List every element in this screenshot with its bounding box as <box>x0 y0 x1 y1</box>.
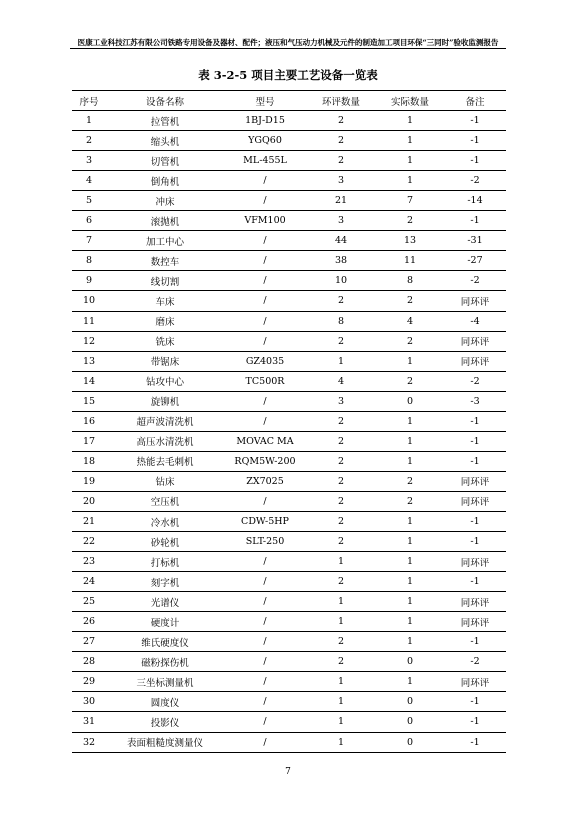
cell-actual-qty: 1 <box>376 632 444 652</box>
cell-remark: 同环评 <box>444 491 506 511</box>
cell-actual-qty: 11 <box>376 251 444 271</box>
cell-actual-qty: 0 <box>376 732 444 752</box>
cell-model: / <box>224 411 306 431</box>
cell-name: 缩头机 <box>106 131 224 151</box>
cell-index: 2 <box>72 131 106 151</box>
cell-actual-qty: 2 <box>376 331 444 351</box>
cell-model: / <box>224 311 306 331</box>
table-row <box>72 632 506 652</box>
cell-actual-qty: 1 <box>376 672 444 692</box>
cell-model: / <box>224 692 306 712</box>
cell-index: 14 <box>72 371 106 391</box>
cell-model: CDW-5HP <box>224 511 306 531</box>
cell-remark: -1 <box>444 511 506 531</box>
cell-remark: -1 <box>444 732 506 752</box>
cell-model: / <box>224 612 306 632</box>
table-row <box>72 391 506 411</box>
cell-model: / <box>224 712 306 732</box>
cell-name: 车床 <box>106 291 224 311</box>
cell-remark: 同环评 <box>444 592 506 612</box>
cell-actual-qty: 1 <box>376 151 444 171</box>
cell-model: / <box>224 491 306 511</box>
cell-planned-qty: 1 <box>306 672 376 692</box>
cell-model: / <box>224 632 306 652</box>
cell-name: 热能去毛刺机 <box>106 451 224 471</box>
cell-name: 磁粉探伤机 <box>106 652 224 672</box>
cell-remark: -3 <box>444 391 506 411</box>
cell-planned-qty: 4 <box>306 371 376 391</box>
cell-planned-qty: 21 <box>306 191 376 211</box>
cell-planned-qty: 44 <box>306 231 376 251</box>
cell-remark: 同环评 <box>444 471 506 491</box>
cell-index: 18 <box>72 451 106 471</box>
cell-remark: -1 <box>444 632 506 652</box>
cell-actual-qty: 1 <box>376 612 444 632</box>
table-row <box>72 411 506 431</box>
cell-actual-qty: 2 <box>376 291 444 311</box>
cell-planned-qty: 2 <box>306 331 376 351</box>
cell-remark: 同环评 <box>444 552 506 572</box>
cell-actual-qty: 1 <box>376 552 444 572</box>
cell-actual-qty: 1 <box>376 532 444 552</box>
equipment-table <box>72 90 506 753</box>
cell-name: 加工中心 <box>106 231 224 251</box>
cell-model: MOVAC MA <box>224 431 306 451</box>
cell-index: 25 <box>72 592 106 612</box>
cell-actual-qty: 1 <box>376 451 444 471</box>
cell-actual-qty: 0 <box>376 712 444 732</box>
cell-planned-qty: 38 <box>306 251 376 271</box>
cell-name: 刻字机 <box>106 572 224 592</box>
cell-actual-qty: 4 <box>376 311 444 331</box>
cell-actual-qty: 2 <box>376 371 444 391</box>
cell-index: 32 <box>72 732 106 752</box>
cell-actual-qty: 1 <box>376 131 444 151</box>
cell-remark: 同环评 <box>444 351 506 371</box>
col-header-name: 设备名称 <box>106 91 224 111</box>
table-row <box>72 491 506 511</box>
cell-planned-qty: 2 <box>306 131 376 151</box>
table-row <box>72 151 506 171</box>
table-row <box>72 371 506 391</box>
cell-name: 倒角机 <box>106 171 224 191</box>
cell-index: 11 <box>72 311 106 331</box>
cell-planned-qty: 2 <box>306 451 376 471</box>
cell-model: 1BJ-D15 <box>224 111 306 131</box>
cell-planned-qty: 2 <box>306 291 376 311</box>
cell-actual-qty: 1 <box>376 511 444 531</box>
cell-name: 维氏硬度仪 <box>106 632 224 652</box>
table-body <box>72 111 506 753</box>
cell-index: 31 <box>72 712 106 732</box>
cell-model: VFM100 <box>224 211 306 231</box>
table-row <box>72 291 506 311</box>
cell-name: 圆度仪 <box>106 692 224 712</box>
cell-actual-qty: 1 <box>376 171 444 191</box>
cell-remark: -1 <box>444 111 506 131</box>
cell-index: 17 <box>72 431 106 451</box>
table-row <box>72 231 506 251</box>
cell-model: YGQ60 <box>224 131 306 151</box>
cell-name: 滚抛机 <box>106 211 224 231</box>
cell-remark: -2 <box>444 171 506 191</box>
cell-index: 16 <box>72 411 106 431</box>
table-row <box>72 331 506 351</box>
cell-name: 冲床 <box>106 191 224 211</box>
cell-planned-qty: 1 <box>306 612 376 632</box>
cell-model: ZX7025 <box>224 471 306 491</box>
cell-name: 钻攻中心 <box>106 371 224 391</box>
cell-name: 空压机 <box>106 491 224 511</box>
cell-index: 10 <box>72 291 106 311</box>
cell-index: 9 <box>72 271 106 291</box>
cell-remark: -1 <box>444 411 506 431</box>
cell-name: 投影仪 <box>106 712 224 732</box>
cell-name: 铣床 <box>106 331 224 351</box>
table-row <box>72 471 506 491</box>
table-row <box>72 672 506 692</box>
cell-model: / <box>224 572 306 592</box>
table-row <box>72 612 506 632</box>
col-header-planned-qty: 环评数量 <box>306 91 376 111</box>
cell-model: / <box>224 231 306 251</box>
running-header: 医康工业科技江苏有限公司铁路专用设备及器材、配件；液压和气压动力机械及元件的制造加工项目环保“三同时”验收监测报告 <box>77 38 499 47</box>
cell-actual-qty: 2 <box>376 491 444 511</box>
cell-model: / <box>224 191 306 211</box>
cell-actual-qty: 1 <box>376 592 444 612</box>
col-header-index: 序号 <box>72 91 106 111</box>
cell-planned-qty: 1 <box>306 351 376 371</box>
cell-model: SLT-250 <box>224 532 306 552</box>
cell-planned-qty: 2 <box>306 431 376 451</box>
cell-planned-qty: 1 <box>306 732 376 752</box>
cell-planned-qty: 2 <box>306 632 376 652</box>
cell-planned-qty: 1 <box>306 692 376 712</box>
cell-remark: 同环评 <box>444 291 506 311</box>
cell-name: 线切割 <box>106 271 224 291</box>
table-row <box>72 552 506 572</box>
cell-remark: -31 <box>444 231 506 251</box>
cell-planned-qty: 1 <box>306 552 376 572</box>
cell-actual-qty: 8 <box>376 271 444 291</box>
header-rule <box>70 48 506 49</box>
table-row <box>72 271 506 291</box>
cell-planned-qty: 3 <box>306 171 376 191</box>
cell-remark: -1 <box>444 692 506 712</box>
table-row <box>72 191 506 211</box>
cell-remark: 同环评 <box>444 331 506 351</box>
cell-actual-qty: 2 <box>376 211 444 231</box>
cell-index: 4 <box>72 171 106 191</box>
cell-model: / <box>224 251 306 271</box>
cell-index: 20 <box>72 491 106 511</box>
cell-index: 21 <box>72 511 106 531</box>
cell-planned-qty: 2 <box>306 111 376 131</box>
cell-remark: -1 <box>444 151 506 171</box>
cell-index: 24 <box>72 572 106 592</box>
table-row <box>72 572 506 592</box>
cell-name: 三坐标测量机 <box>106 672 224 692</box>
col-header-model: 型号 <box>224 91 306 111</box>
cell-planned-qty: 2 <box>306 532 376 552</box>
cell-actual-qty: 2 <box>376 471 444 491</box>
cell-actual-qty: 0 <box>376 652 444 672</box>
table-row <box>72 652 506 672</box>
table-header-row <box>72 91 506 111</box>
cell-remark: -1 <box>444 572 506 592</box>
cell-planned-qty: 3 <box>306 391 376 411</box>
cell-index: 15 <box>72 391 106 411</box>
cell-model: / <box>224 732 306 752</box>
cell-remark: -1 <box>444 131 506 151</box>
cell-remark: -1 <box>444 211 506 231</box>
cell-actual-qty: 7 <box>376 191 444 211</box>
cell-remark: 同环评 <box>444 672 506 692</box>
cell-index: 29 <box>72 672 106 692</box>
col-header-actual-qty: 实际数量 <box>376 91 444 111</box>
cell-planned-qty: 2 <box>306 491 376 511</box>
cell-planned-qty: 1 <box>306 592 376 612</box>
cell-model: / <box>224 672 306 692</box>
cell-remark: -1 <box>444 712 506 732</box>
cell-name: 表面粗糙度测量仪 <box>106 732 224 752</box>
cell-index: 22 <box>72 532 106 552</box>
cell-index: 27 <box>72 632 106 652</box>
cell-name: 打标机 <box>106 552 224 572</box>
cell-planned-qty: 2 <box>306 572 376 592</box>
table-row <box>72 111 506 131</box>
cell-index: 26 <box>72 612 106 632</box>
cell-actual-qty: 1 <box>376 351 444 371</box>
cell-model: GZ4035 <box>224 351 306 371</box>
cell-name: 带锯床 <box>106 351 224 371</box>
cell-model: / <box>224 331 306 351</box>
cell-name: 钻床 <box>106 471 224 491</box>
cell-index: 5 <box>72 191 106 211</box>
cell-remark: -4 <box>444 311 506 331</box>
table-title: 表 3-2-5 项目主要工艺设备一览表 <box>198 68 378 82</box>
cell-name: 拉管机 <box>106 111 224 131</box>
cell-index: 12 <box>72 331 106 351</box>
cell-name: 高压水清洗机 <box>106 431 224 451</box>
col-header-remark: 备注 <box>444 91 506 111</box>
table-row <box>72 171 506 191</box>
cell-remark: -1 <box>444 532 506 552</box>
cell-planned-qty: 1 <box>306 712 376 732</box>
table-row <box>72 431 506 451</box>
cell-name: 砂轮机 <box>106 532 224 552</box>
cell-remark: -1 <box>444 451 506 471</box>
cell-actual-qty: 0 <box>376 391 444 411</box>
cell-actual-qty: 1 <box>376 111 444 131</box>
cell-remark: -2 <box>444 652 506 672</box>
cell-planned-qty: 2 <box>306 471 376 491</box>
table-row <box>72 311 506 331</box>
table-row <box>72 351 506 371</box>
cell-name: 旋铆机 <box>106 391 224 411</box>
cell-name: 切管机 <box>106 151 224 171</box>
cell-name: 超声波清洗机 <box>106 411 224 431</box>
cell-model: / <box>224 171 306 191</box>
cell-planned-qty: 10 <box>306 271 376 291</box>
cell-index: 30 <box>72 692 106 712</box>
cell-actual-qty: 1 <box>376 411 444 431</box>
cell-planned-qty: 2 <box>306 411 376 431</box>
table-row <box>72 532 506 552</box>
cell-index: 3 <box>72 151 106 171</box>
cell-remark: -2 <box>444 371 506 391</box>
cell-name: 硬度计 <box>106 612 224 632</box>
cell-remark: -14 <box>444 191 506 211</box>
cell-actual-qty: 1 <box>376 431 444 451</box>
cell-index: 1 <box>72 111 106 131</box>
cell-index: 6 <box>72 211 106 231</box>
cell-name: 数控车 <box>106 251 224 271</box>
table-row <box>72 732 506 752</box>
cell-planned-qty: 2 <box>306 511 376 531</box>
table-row <box>72 451 506 471</box>
cell-name: 光谱仪 <box>106 592 224 612</box>
cell-index: 23 <box>72 552 106 572</box>
cell-remark: 同环评 <box>444 612 506 632</box>
cell-actual-qty: 1 <box>376 572 444 592</box>
cell-model: / <box>224 391 306 411</box>
cell-index: 19 <box>72 471 106 491</box>
cell-actual-qty: 13 <box>376 231 444 251</box>
cell-index: 7 <box>72 231 106 251</box>
cell-index: 13 <box>72 351 106 371</box>
table-row <box>72 511 506 531</box>
cell-remark: -2 <box>444 271 506 291</box>
cell-name: 磨床 <box>106 311 224 331</box>
cell-model: TC500R <box>224 371 306 391</box>
cell-remark: -27 <box>444 251 506 271</box>
cell-planned-qty: 3 <box>306 211 376 231</box>
cell-name: 冷水机 <box>106 511 224 531</box>
cell-planned-qty: 2 <box>306 151 376 171</box>
cell-model: RQM5W-200 <box>224 451 306 471</box>
table-row <box>72 592 506 612</box>
cell-model: / <box>224 552 306 572</box>
table-row <box>72 712 506 732</box>
table-row <box>72 211 506 231</box>
cell-planned-qty: 2 <box>306 652 376 672</box>
cell-model: / <box>224 291 306 311</box>
table-row <box>72 131 506 151</box>
page-number: 7 <box>285 767 291 777</box>
cell-actual-qty: 0 <box>376 692 444 712</box>
cell-model: / <box>224 652 306 672</box>
cell-model: / <box>224 592 306 612</box>
cell-model: ML-455L <box>224 151 306 171</box>
table-row <box>72 692 506 712</box>
cell-planned-qty: 8 <box>306 311 376 331</box>
cell-remark: -1 <box>444 431 506 451</box>
cell-model: / <box>224 271 306 291</box>
cell-index: 28 <box>72 652 106 672</box>
table-row <box>72 251 506 271</box>
cell-index: 8 <box>72 251 106 271</box>
